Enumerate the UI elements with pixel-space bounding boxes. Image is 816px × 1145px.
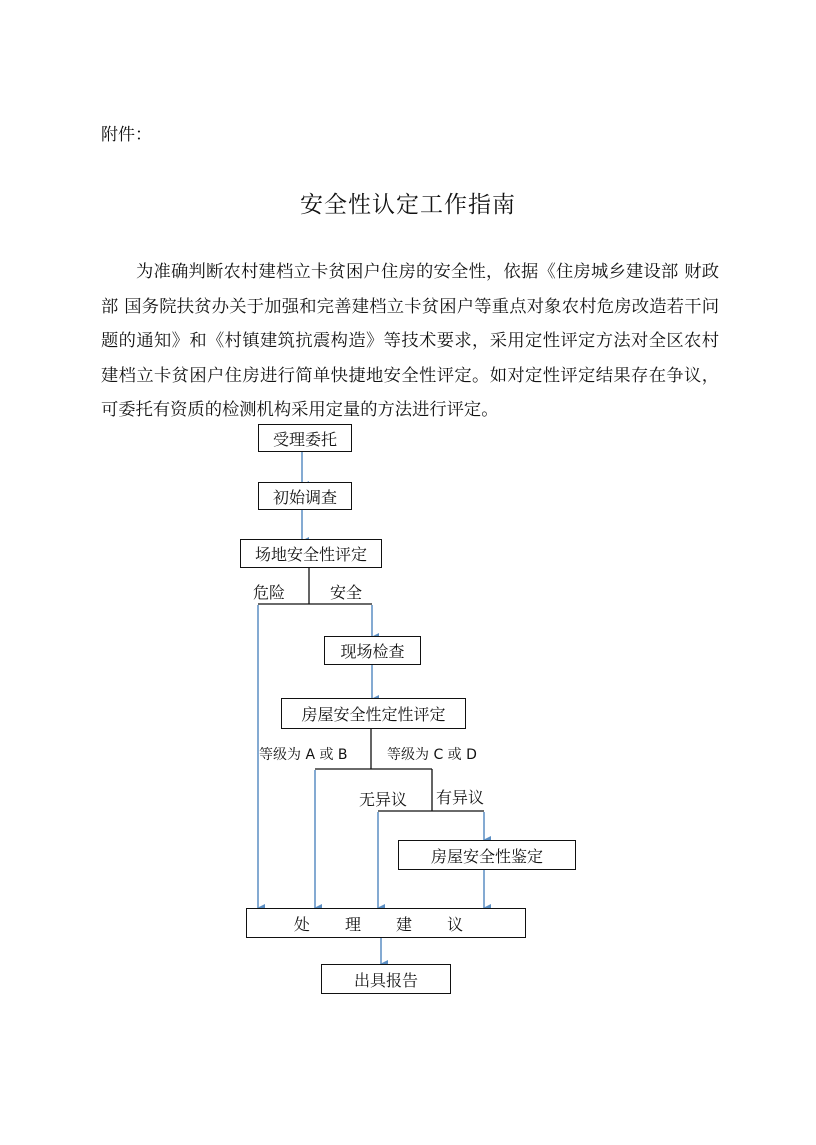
- label-danger: 危险: [253, 583, 286, 602]
- step-initial-survey: 初始调查: [258, 482, 352, 510]
- step-advice: 处 理 建 议: [246, 908, 526, 938]
- label-no-objection: 无异议: [359, 790, 408, 809]
- page-title: 安全性认定工作指南: [300, 192, 516, 218]
- step-accept: 受理委托: [258, 424, 352, 452]
- label-grade-cd: 等级为 C 或 D: [387, 747, 477, 763]
- step-report: 出具报告: [321, 964, 451, 994]
- label-grade-ab: 等级为 A 或 B: [259, 747, 348, 763]
- step-house-appraisal: 房屋安全性鉴定: [398, 840, 576, 870]
- step-house-qualitative: 房屋安全性定性评定: [281, 698, 466, 729]
- step-onsite-check: 现场检查: [324, 636, 421, 665]
- label-objection: 有异议: [436, 788, 485, 807]
- label-safe: 安全: [330, 583, 363, 602]
- step-site-safety: 场地安全性评定: [240, 539, 382, 568]
- body-paragraph: 为准确判断农村建档立卡贫困户住房的安全性，依据《住房城乡建设部 财政部 国务院扶贫办关于加强和完善建档立卡贫困户等重点对象农村危房改造若干问题的通知》和《村镇建筑抗震构造》等技术要求，采用定性评定方法对全区农村建档立卡贫困户住房进行简单快捷地安全性评定。如对定性评定结果存在争议，可委托有资质的检测机构采用定量的方法进行评定。: [101, 262, 719, 420]
- attachment-label: 附件：: [101, 125, 152, 145]
